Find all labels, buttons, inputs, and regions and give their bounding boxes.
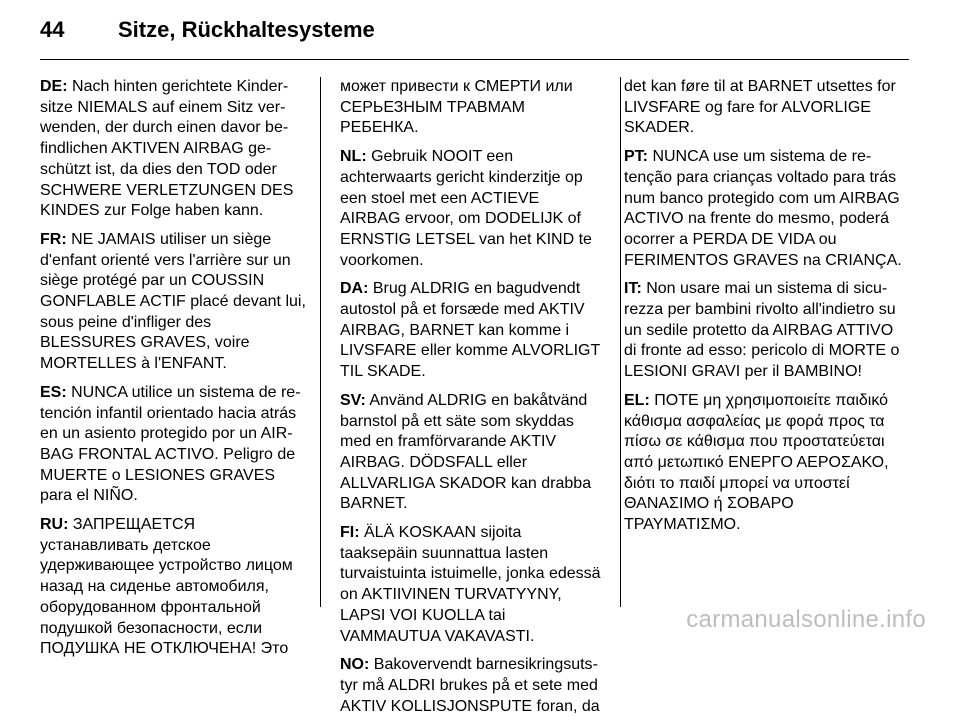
- lang-code: DA:: [340, 280, 369, 298]
- lang-code: NO:: [340, 656, 370, 674]
- lang-code: PT:: [624, 148, 648, 166]
- paragraph-text: Använd ALDRIG en bakåtvänd barnstol på ett säte som skyddas med en framförvarande AKTIV AIRBAG. DÖDSFALL eller ALLVARLIGA SKADOR kan drabba BARNET.: [340, 391, 592, 513]
- paragraph-el: [624, 391, 910, 536]
- paragraph-text: NUNCA utilice un sistema de retención infantil orientado hacia atrás en un asiento protegido por un AIRBAG FRONTAL ACTIVO. Peligro de MUERTE o LESIONES GRAVES para el NIÑO.: [40, 383, 301, 505]
- paragraph-text: ΠΟΤΕ μη χρησιμοποιείτε παιδικό κάθισμα ασφαλείας με φορά προς τα πίσω σε κάθισμα που προστατεύεται από μετωπικό ΕΝΕΡΓΟ ΑΕΡΟΣΑΚΟ, διότι το παιδί μπορεί να υποστεί ΘΑΝΑΣΙΜΟ ή ΣΟΒΑΡΟ ΤΡΑΥΜΑΤΙΣΜΟ.: [624, 391, 889, 534]
- column-2: [340, 77, 603, 725]
- paragraph-ru-continued: [340, 77, 603, 139]
- page-header: [0, 0, 960, 60]
- paragraph-no-continued: [624, 77, 910, 139]
- column-divider: [620, 77, 621, 607]
- lang-code: EL:: [624, 391, 650, 409]
- lang-code: RU:: [40, 516, 69, 534]
- lang-code: ES:: [40, 383, 67, 401]
- paragraph-text: ÄLÄ KOSKAAN sijoita taaksepäin suunnattua lasten turvaistuinta istuimelle, jonka edessä on AKTIIVINEN TURVATYYNY, LAPSI VOI KUOLLA tai VAMMAUTUA VAKAVASTI.: [340, 524, 601, 645]
- paragraph-fr: [40, 230, 308, 375]
- column-1: [40, 77, 308, 668]
- paragraph-fi: [340, 523, 603, 647]
- paragraph-text: может привести к СМЕРТИ или СЕРЬЕЗНЫМ ТРАВМАМ РЕБЕНКА.: [340, 78, 573, 137]
- paragraph-de: [40, 77, 308, 222]
- paragraph-text: Brug ALDRIG en bagudvendt autostol på et forsæde med AKTIV AIRBAG, BARNET kan komme i LIVSFARE eller komme ALVORLIGT TIL SKADE.: [340, 280, 600, 381]
- paragraph-text: det kan føre til at BARNET utsettes for LIVSFARE og fare for ALVORLIGE SKADER.: [624, 78, 896, 137]
- lang-code: SV:: [340, 391, 366, 409]
- paragraph-text: Bakovervendt barnesikringsutstyr må ALDRI brukes på et sete med AKTIV KOLLISJONSPUTE foran, da: [340, 656, 600, 715]
- paragraph-ru: [40, 515, 308, 660]
- watermark: carmanualsonline.info: [686, 606, 926, 633]
- paragraph-text: Non usare mai un sistema di sicurezza per bambini rivolto all'indietro su un sedile protetto da AIRBAG ATTIVO di fronte ad esso: pericolo di MORTE o LESIONI GRAVI per il BAMBINO!: [624, 280, 900, 381]
- paragraph-da: [340, 279, 603, 383]
- paragraph-text: NUNCA use um sistema de retenção para crianças voltado para trás num banco protegido com um AIRBAG ACTIVO na frente do mesmo, poderá ocorrer a PERDA DE VIDA ou FERIMENTOS GRAVES na CRIANÇA.: [624, 148, 902, 269]
- lang-code: NL:: [340, 148, 367, 166]
- paragraph-nl: [340, 147, 603, 271]
- lang-code: DE:: [40, 78, 68, 95]
- paragraph-no: [340, 655, 603, 717]
- paragraph-text: Gebruik NOOIT een achterwaarts gericht kinderzitje op een stoel met een ACTIEVE AIRBAG ervoor, om DODELIJK of ERNSTIG LETSEL van het KIND te voorkomen.: [340, 148, 592, 269]
- paragraph-text: Nach hinten gerichtete Kindersitze NIEMALS auf einem Sitz verwenden, der durch einen davor befindlichen AKTIVEN AIRBAG geschützt ist, da dies den TOD oder SCHWERE VERLETZUNGEN DES KINDES zur Folge haben kann.: [40, 78, 294, 220]
- paragraph-es: [40, 383, 308, 507]
- header-rule: [40, 59, 909, 60]
- lang-code: IT:: [624, 280, 642, 298]
- lang-code: FR:: [40, 230, 67, 248]
- column-3: [624, 77, 910, 544]
- paragraph-text: ЗАПРЕЩАЕТСЯ устанавливать детское удерживающее устройство лицом назад на сиденье автомобиля, оборудованном фронтальной подушкой безопасности, если ПОДУШКА НЕ ОТКЛЮЧЕНА! Это: [40, 516, 293, 658]
- paragraph-sv: [340, 391, 603, 515]
- column-divider: [320, 77, 321, 607]
- paragraph-it: [624, 279, 910, 383]
- paragraph-text: NE JAMAIS utiliser un siège d'enfant orienté vers l'arrière sur un siège protégé par un COUSSIN GONFLABLE ACTIF placé devant lui, sous peine d'infliger des BLESSURES GRAVES, voire MORTELLES à l'ENFANT.: [40, 230, 306, 373]
- page-title: Sitze, Rückhaltesysteme: [118, 17, 375, 42]
- lang-code: FI:: [340, 524, 360, 542]
- paragraph-pt: [624, 147, 910, 271]
- page-number: 44: [40, 17, 65, 42]
